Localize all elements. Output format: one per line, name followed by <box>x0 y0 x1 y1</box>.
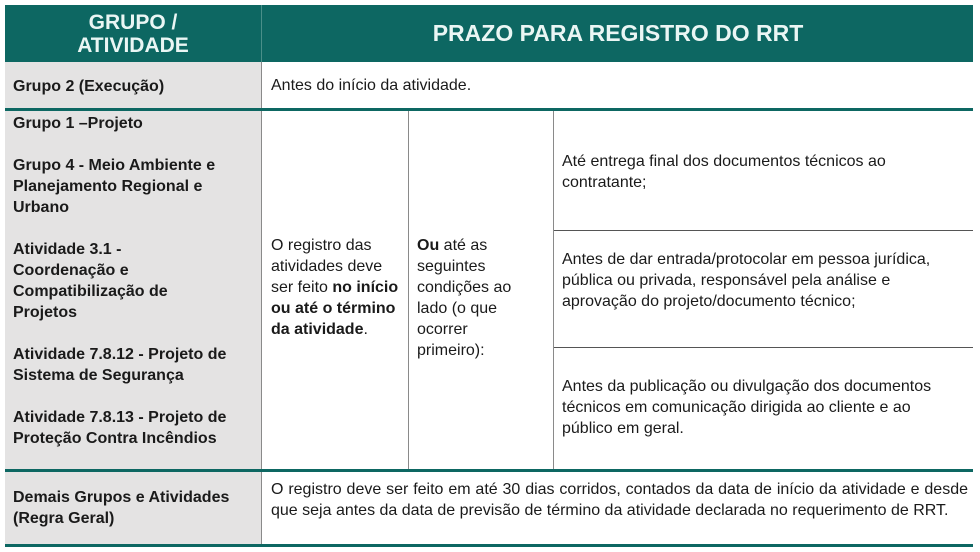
table-row <box>5 62 973 110</box>
or-emphasis: Ou <box>417 237 440 254</box>
or-text: até as seguintes condições ao lado (o que ocorrer primeiro): <box>417 237 512 359</box>
condition-cell: Até entrega final dos documentos técnicos ao contratante; <box>562 153 886 191</box>
rule-text: . <box>363 321 368 338</box>
header-line: ATIVIDADE <box>77 33 189 57</box>
or-clause-cell <box>417 235 535 361</box>
group-item: Atividade 7.8.13 - Projeto de Proteção Contra Incêndios <box>13 409 227 447</box>
condition-divider <box>554 230 973 231</box>
table-row <box>5 472 973 544</box>
header-deadline: PRAZO PARA REGISTRO DO RRT <box>432 20 804 46</box>
deadline-cell: O registro deve ser feito em até 30 dias corridos, contados da data de início da atividade e desde que seja antes da data de previsão de término da atividade declarada no requerimento de RRT. <box>271 481 968 519</box>
rule-text: O registro das atividades deve ser feito <box>271 237 383 296</box>
header-group-activity <box>5 5 262 62</box>
deadline-cell: Antes do início da atividade. <box>271 77 472 94</box>
group-cell <box>5 111 262 470</box>
condition-divider <box>554 347 973 348</box>
group-cell <box>5 472 262 544</box>
condition-cell: Antes de dar entrada/protocolar em pessoa jurídica, pública ou privada, responsável pela análise e aprovação do projeto/documento técnico; <box>562 251 931 310</box>
group-cell: Grupo 2 (Execução) <box>5 62 262 110</box>
column-divider <box>553 111 554 470</box>
table-header <box>5 5 973 62</box>
group-item: Grupo 4 - Meio Ambiente e Planejamento Regional e Urbano <box>13 157 216 216</box>
table-bottom-border <box>5 544 973 547</box>
group-item: Atividade 3.1 - Coordenação e Compatibilização de Projetos <box>13 241 168 321</box>
rule-emphasis: no início ou até o término da atividade <box>271 279 399 338</box>
table-row <box>5 111 973 470</box>
group-item: Atividade 7.8.12 - Projeto de Sistema de Segurança <box>13 346 227 384</box>
rule-cell <box>271 235 407 340</box>
group-item: Grupo 1 –Projeto <box>13 115 143 132</box>
group-item: Demais Grupos e Atividades (Regra Geral) <box>13 489 230 527</box>
condition-cell: Antes da publicação ou divulgação dos documentos técnicos em comunicação dirigida ao cliente e ao público em geral. <box>562 378 932 437</box>
column-divider <box>408 111 409 470</box>
header-line: GRUPO / <box>88 10 178 34</box>
